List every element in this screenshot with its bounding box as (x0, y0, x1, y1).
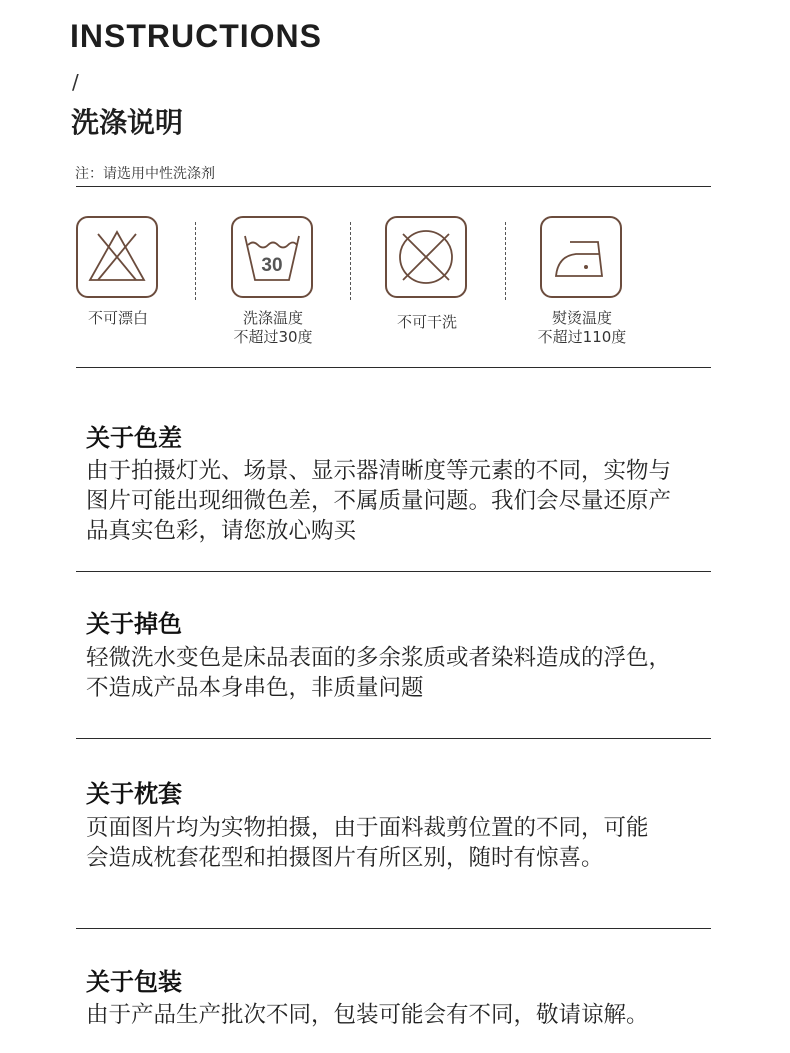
wash-temp-text: 30 (261, 255, 283, 276)
divider (76, 738, 711, 739)
title-separator: / (72, 70, 79, 94)
title-english: INSTRUCTIONS (70, 18, 322, 54)
iron-temp-label: 熨烫温度 不超过110度 (537, 309, 627, 346)
title-chinese: 洗涤说明 (71, 106, 184, 139)
section-body-pillowcase: 页面图片均为实物拍摄，由于面料裁剪位置的不同，可能 会造成枕套花型和拍摄图片有所区别，随时有惊喜。 (86, 815, 649, 871)
detergent-note: 注：请选用中性洗涤剂 (75, 166, 215, 182)
divider (76, 928, 711, 929)
section-title-fading: 关于掉色 (86, 610, 182, 638)
no-dry-clean-label: 不可干洗 (396, 313, 457, 331)
separator-dash (505, 222, 506, 300)
section-title-packaging: 关于包装 (86, 968, 182, 996)
wash-temp-label: 洗涤温度 不超过30度 (233, 309, 313, 346)
wash-30-icon (231, 216, 313, 298)
divider (76, 571, 711, 572)
separator-dash (350, 222, 351, 300)
section-body-color-difference: 由于拍摄灯光、场景、显示器清晰度等元素的不同，实物与 图片可能出现细微色差，不属质量问题。我们会尽量还原产 品真实色彩，请您放心购买 (86, 458, 672, 544)
no-bleach-label: 不可漂白 (87, 309, 148, 327)
no-bleach-icon (76, 216, 158, 298)
no-dry-clean-icon (385, 216, 467, 298)
iron-110-icon (540, 216, 622, 298)
section-body-fading: 轻微洗水变色是床品表面的多余浆质或者染料造成的浮色， 不造成产品本身串色，非质量问题 (86, 645, 672, 701)
divider (76, 367, 711, 368)
separator-dash (195, 222, 196, 300)
divider-top (76, 186, 711, 187)
section-title-color-difference: 关于色差 (86, 424, 182, 452)
section-body-packaging: 由于产品生产批次不同，包装可能会有不同，敬请谅解。 (86, 1002, 649, 1028)
section-title-pillowcase: 关于枕套 (86, 780, 182, 808)
